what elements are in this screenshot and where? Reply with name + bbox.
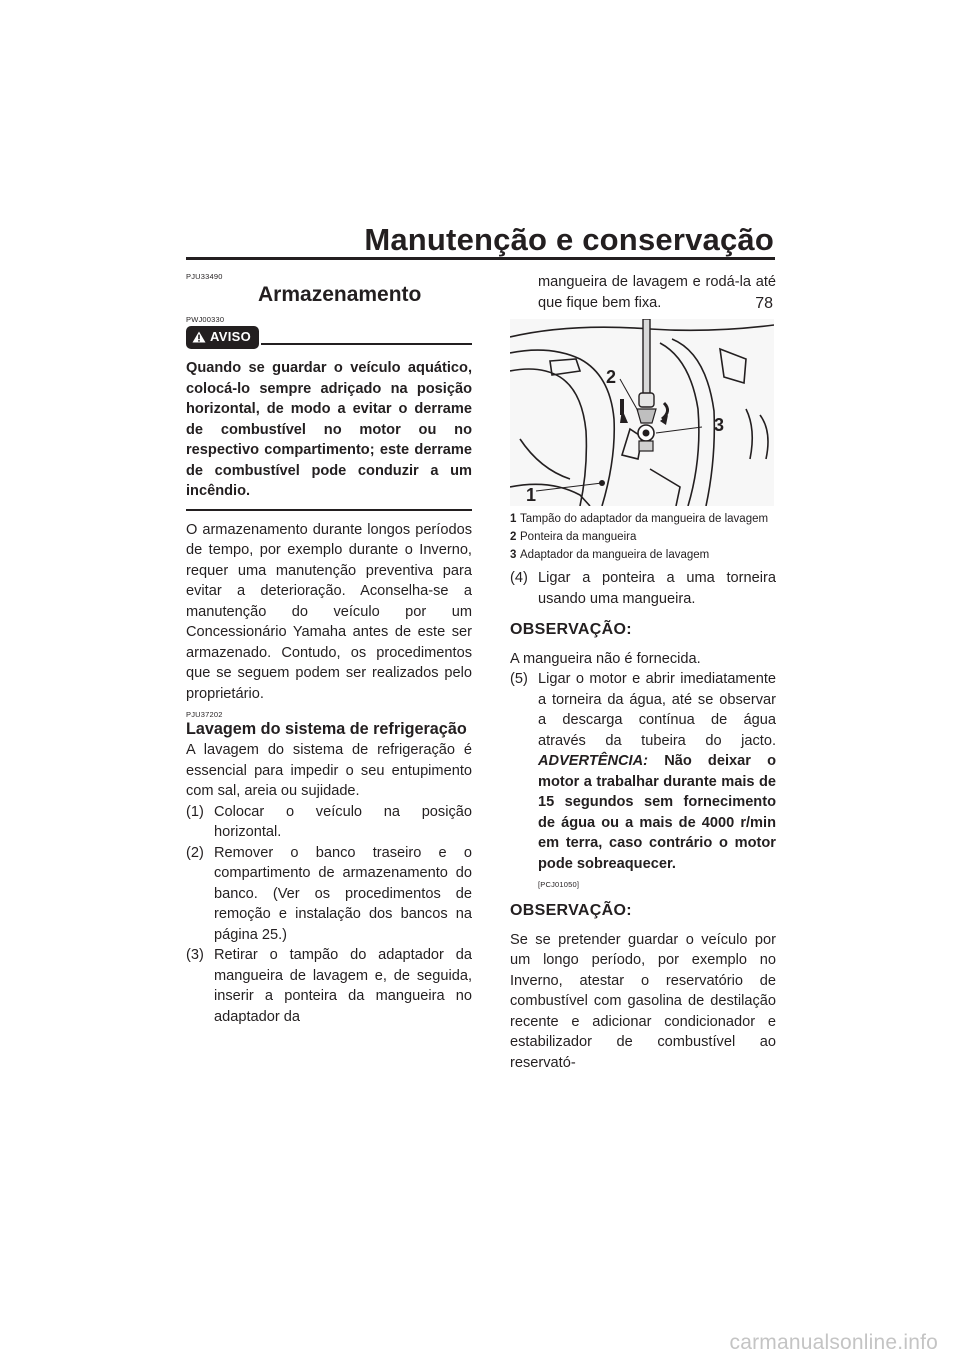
- caption-3: [510, 548, 776, 562]
- note-text-2: Se se pretender guardar o veículo por um longo período, por exemplo no Inverno, atestar o reservatório de combustível com gasolina de destilação recente e adicionar condicionador e estabilizador de combustível ao reservató-: [510, 931, 776, 1071]
- step-text: Ligar o motor e abrir imediatamente a torneira da água, até se observar a descarga contínua de água através da tubeira do jacto.: [538, 671, 776, 749]
- hose-adapter-illustration: [510, 319, 774, 506]
- section-title: Armazenamento: [258, 283, 422, 306]
- figure-callout-3: 3: [714, 415, 725, 435]
- caption-text: Adaptador da mangueira de lavagem: [520, 549, 710, 561]
- caution-code: [PCJ01050]: [538, 880, 580, 889]
- caption-number: 2: [510, 531, 517, 543]
- subsection-heading: Lavagem do sistema de refrigeração: [186, 720, 467, 738]
- right-column: [510, 272, 776, 1073]
- note-heading: OBSERVAÇÃO:: [510, 621, 632, 638]
- intro-paragraph: O armazenamento durante longos períodos de tempo, por exemplo durante o Inverno, requer uma manutenção preventiva para evitar a deterioração. Aconselha-se a manutenção do veículo por um Concessionário Yamaha antes de este ser armazenado. Contudo, os procedimentos que se seguem podem ser realizados pelo proprietário.: [186, 521, 472, 702]
- step-3: [186, 945, 472, 1027]
- caution-text: Não deixar o motor a trabalhar durante mais de 15 segundos sem fornecimento de água ou a mais de 4000 r/min em terra, caso contrário o motor pode sobreaquecer.: [538, 753, 776, 872]
- step-1: [186, 802, 472, 843]
- subsection-code: PJU37202: [186, 710, 223, 719]
- caution-label: ADVERTÊNCIA:: [538, 753, 649, 769]
- caption-number: 1: [510, 513, 517, 525]
- step-text: Ligar a ponteira a uma torneira usando uma mangueira.: [538, 570, 776, 607]
- warning-rule: [261, 343, 472, 345]
- figure-callout-2: 2: [606, 367, 617, 387]
- step-number: (4): [510, 570, 528, 586]
- note-heading-2: OBSERVAÇÃO:: [510, 902, 632, 919]
- step-text: Colocar o veículo na posição horizontal.: [214, 803, 472, 840]
- subsection-paragraph: A lavagem do sistema de refrigeração é essencial para impedir o seu entupimento com sal, areia ou sujidade.: [186, 742, 472, 799]
- step-5-body: [538, 669, 776, 874]
- step-4: [510, 568, 776, 609]
- left-column: [186, 272, 472, 1027]
- footer-watermark: carmanualsonline.info: [729, 1331, 938, 1354]
- page-header-title: Manutenção e conservação: [364, 222, 774, 257]
- step-number: (1): [186, 803, 204, 820]
- page-number: 78: [755, 295, 773, 312]
- warning-header: [186, 326, 472, 350]
- caption-number: 3: [510, 549, 517, 561]
- caption-2: [510, 530, 776, 544]
- step-number: (2): [186, 844, 204, 861]
- caption-text: Ponteira da mangueira: [520, 531, 637, 543]
- section-code: PJU33490: [186, 272, 223, 281]
- aviso-badge: [186, 326, 259, 350]
- warning-text: Quando se guardar o veículo aquático, colocá-lo sempre adriçado na posição horizontal, de modo a evitar o derrame de combustível no motor ou no respectivo compartimento; este derrame de combustível pode conduzir a um incêndio.: [186, 358, 472, 511]
- header-rule: [186, 257, 775, 260]
- warning-triangle-icon: [192, 331, 206, 343]
- note-text: A mangueira não é fornecida.: [510, 650, 701, 667]
- aviso-label: AVISO: [210, 328, 251, 344]
- hose-adapter-figure: [510, 319, 774, 506]
- step-number: (5): [510, 671, 528, 687]
- step-5: [510, 669, 776, 874]
- warning-code: PWJ00330: [186, 314, 225, 324]
- figure-callout-1: 1: [526, 485, 537, 505]
- step-text: Remover o banco traseiro e o compartimento de armazenamento do banco. (Ver os procedimentos de remoção e instalação dos bancos na página 25.): [214, 844, 472, 943]
- caption-text: Tampão do adaptador da mangueira de lavagem: [520, 513, 769, 525]
- figure-captions: [510, 512, 776, 562]
- step-2: [186, 843, 472, 946]
- caption-1: [510, 512, 776, 526]
- step-3-continued: mangueira de lavagem e rodá-la até que fique bem fixa.: [538, 274, 776, 311]
- step-text: Retirar o tampão do adaptador da mangueira de lavagem e, de seguida, inserir a ponteira da mangueira no adaptador da: [214, 947, 472, 1025]
- step-number: (3): [186, 947, 204, 963]
